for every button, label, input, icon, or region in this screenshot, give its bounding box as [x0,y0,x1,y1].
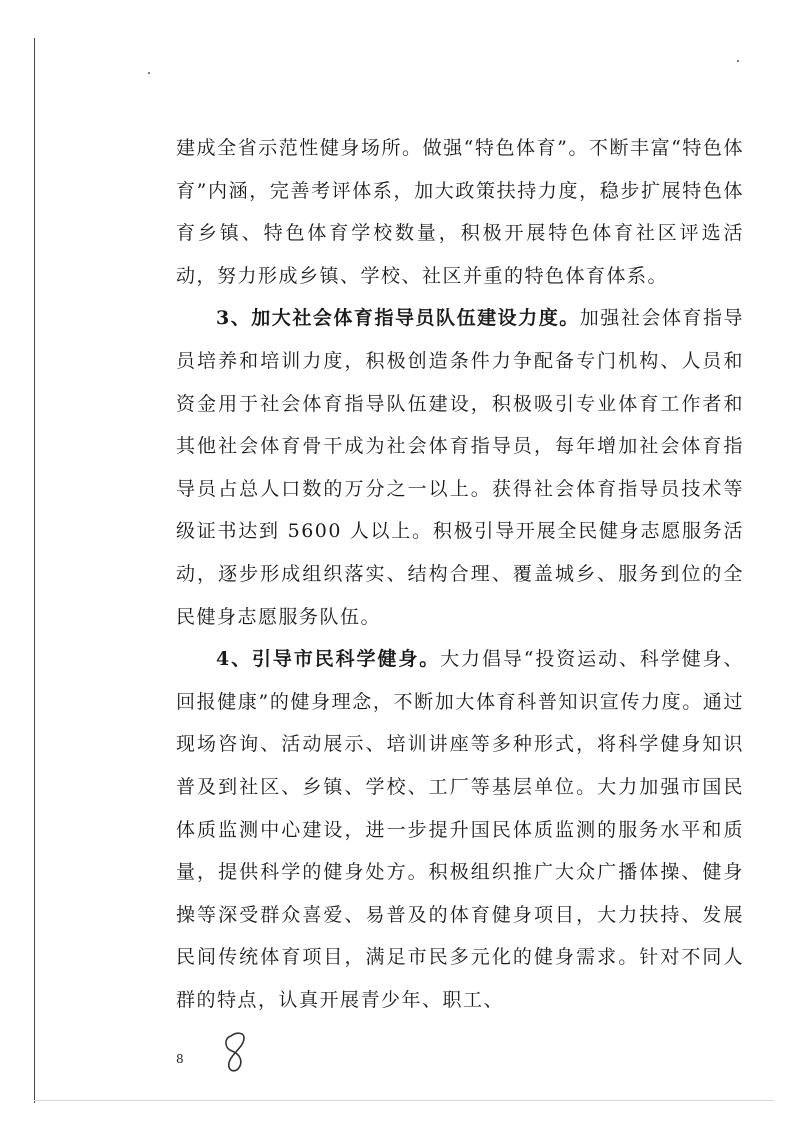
scan-speck [148,72,150,74]
handwritten-page-number-icon [222,1030,252,1074]
paragraph-3 [176,638,744,1021]
scan-bottom-edge [34,1100,774,1101]
paragraph-2-lead: 3、加大社会体育指导员队伍建设力度。 [216,307,580,330]
scan-speck [737,60,739,62]
paragraph-2 [176,297,744,638]
paragraph-2-text: 加强社会体育指导员培养和培训力度，积极创造条件力争配备专门机构、人员和资金用于社会体育指导队伍建设，积极吸引专业体育工作者和其他社会体育骨干成为社会体育指导员，每年增加社会体育指导员占总人口数的万分之一以上。获得社会体育指导员技术等级证书达到 5600 人以上。积极引导开展全民健身志愿服务活动，逐步形成组织落实、结构合理、覆盖城乡、服务到位的全民健身志愿服务队伍。 [176,307,744,628]
document-body [176,127,744,1021]
paragraph-1 [176,127,744,297]
paragraph-3-text: 大力倡导“投资运动、科学健身、回报健康”的健身理念，不断加大体育科普知识宣传力度。通过现场咨询、活动展示、培训讲座等多种形式，将科学健身知识普及到社区、乡镇、学校、工厂等基层单位。大力加强市国民体质监测中心建设，进一步提升国民体质监测的服务水平和质量，提供科学的健身处方。积极组织推广大众广播体操、健身操等深受群众喜爱、易普及的体育健身项目，大力扶持、发展民间传统体育项目，满足市民多元化的健身需求。针对不同人群的特点，认真开展青少年、职工、 [176,648,744,1011]
paragraph-3-lead: 4、引导市民科学健身。 [216,648,441,671]
scan-left-edge [34,38,35,1103]
paragraph-1-text: 建成全省示范性健身场所。做强“特色体育”。不断丰富“特色体育”内涵，完善考评体系，加大政策扶持力度，稳步扩展特色体育乡镇、特色体育学校数量，积极开展特色体育社区评选活动，努力形成乡镇、学校、社区并重的特色体育体系。 [176,137,744,287]
page-number: 8 [176,1052,184,1066]
